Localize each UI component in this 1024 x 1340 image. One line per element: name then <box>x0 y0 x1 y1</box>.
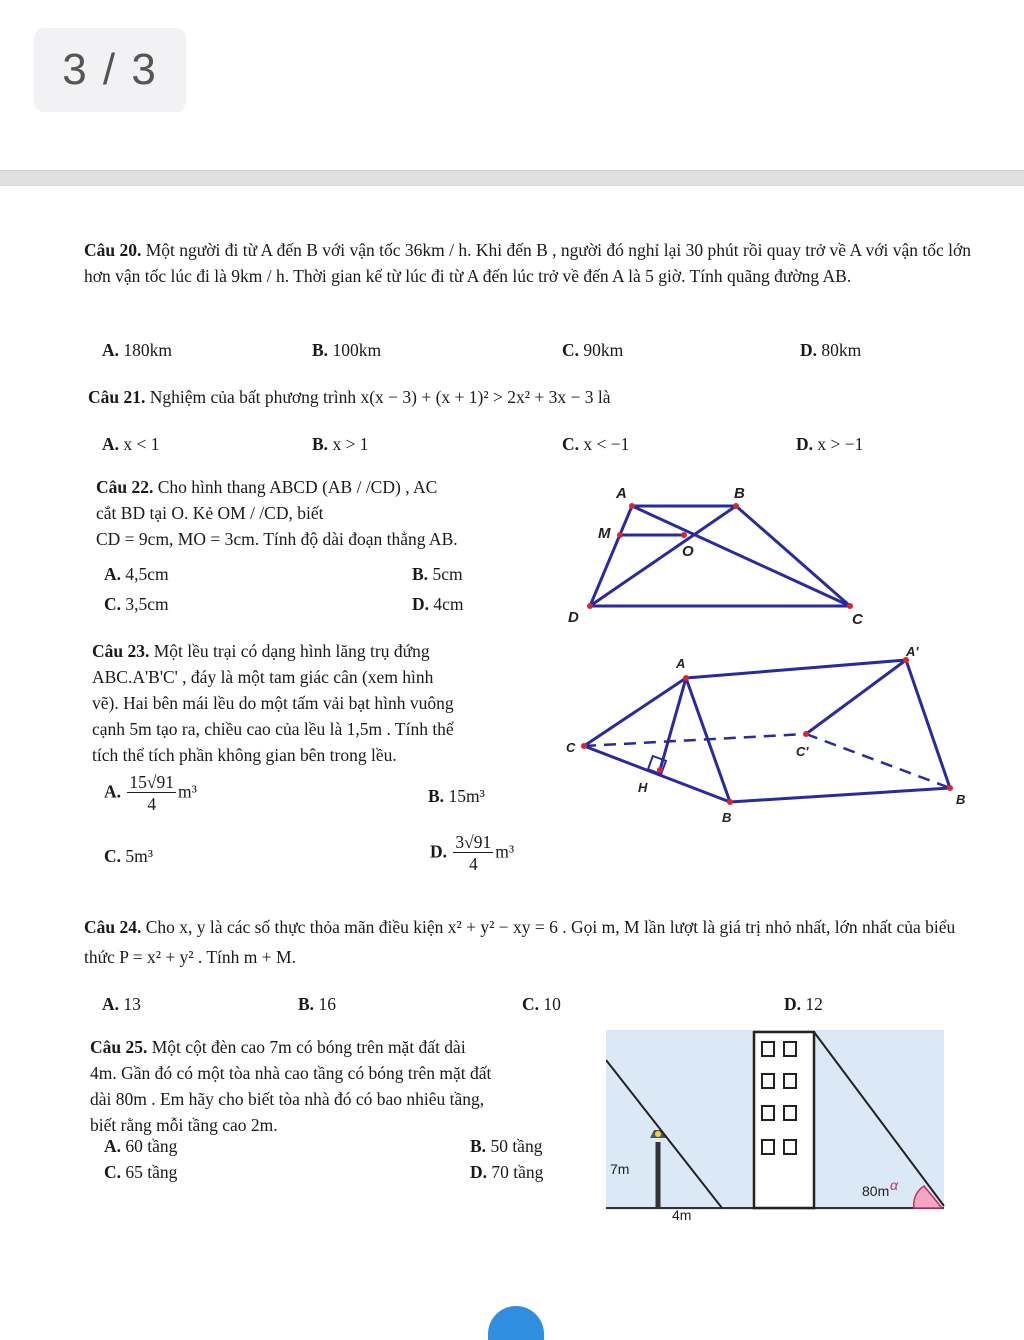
q25-option-b[interactable]: B. 50 tầng <box>470 1136 543 1156</box>
q23-option-b[interactable]: B. 15m³ <box>428 786 485 806</box>
q25-option-d[interactable]: D. 70 tầng <box>470 1162 544 1182</box>
question-24 <box>84 912 972 972</box>
q24-option-d[interactable]: D. 12 <box>784 994 823 1014</box>
question-21-text: Nghiệm của bất phương trình x(x − 3) + (x + 1)² > 2x² + 3x − 3 là <box>149 387 611 407</box>
q20-option-a[interactable]: A. 180km <box>102 340 173 360</box>
question-23-line-2: ABC.A'B'C' , đáy là một tam giác cân (xem hình <box>92 667 434 687</box>
question-20-label: Câu 20. <box>84 240 142 260</box>
question-24-text: Cho x, y là các số thực thỏa mãn điều kiện x² + y² − xy = 6 . Gọi m, M lần lượt là giá trị nhỏ nhất, lớn nhất của biểu thức P = x² + y² . Tính m + M. <box>84 917 956 967</box>
label-O: O <box>682 543 694 560</box>
q24-option-b[interactable]: B. 16 <box>298 994 336 1014</box>
label-A: A <box>616 485 627 502</box>
page-indicator: 3 / 3 <box>34 28 186 112</box>
question-20-text: Một người đi từ A đến B với vận tốc 36km / h. Khi đến B , người đó nghỉ lại 30 phút rồi quay trở về A với vận tốc lớn hơn vận tốc lúc đi là 9km / h. Thời gian kể từ lúc đi từ A đến lúc trở về đến A là 5 giờ. Tính quãng đường AB. <box>84 240 972 286</box>
label-C: C <box>566 740 576 755</box>
question-23: Câu 23. Một lều trại có dạng hình lăng trụ đứng ABC.A'B'C' , đáy là một tam giác cân (xem hình vẽ). Hai bên mái lều do một tấm vải bạt hình vuông cạnh 5m tạo ra, chiều cao của lều là 1,5m . Tính thể tích thể tích phần không gian bên trong lều. <box>92 638 552 768</box>
question-25-line-2: 4m. Gần đó có một tòa nhà cao tầng có bóng trên mặt đất <box>90 1063 492 1083</box>
question-21 <box>88 384 968 410</box>
q24-option-c[interactable]: C. 10 <box>522 994 561 1014</box>
pole-shadow-label: 4m <box>672 1207 692 1220</box>
label-A: A <box>676 656 686 671</box>
question-22-line-2: cắt BD tại O. Kẻ OM / /CD, biết <box>96 503 324 523</box>
q21-option-b[interactable]: B. x > 1 <box>312 434 369 454</box>
label-D: D <box>568 609 579 626</box>
question-25-line-4: biết rằng mỗi tầng cao 2m. <box>90 1115 278 1135</box>
trapezoid-figure <box>560 478 880 628</box>
q22-option-b[interactable]: B. 5cm <box>412 564 463 584</box>
question-22-line-3: CD = 9cm, MO = 3cm. Tính độ dài đoạn thẳng AB. <box>96 529 458 549</box>
question-21-label: Câu 21. <box>88 387 146 407</box>
question-24-label: Câu 24. <box>84 917 142 937</box>
question-22-label: Câu 22. <box>96 477 154 497</box>
question-23-label: Câu 23. <box>92 641 150 661</box>
q23-option-d[interactable]: D. $\frac{3√91}{4}$ m³ <box>430 832 515 874</box>
label-H: H <box>638 780 648 795</box>
label-B: B <box>734 485 745 502</box>
q20-option-c[interactable]: C. 90km <box>562 340 624 360</box>
lamp-building-figure <box>606 1030 946 1220</box>
question-22 <box>96 474 566 552</box>
q25-option-c[interactable]: C. 65 tầng <box>104 1162 178 1182</box>
question-22-line-1: Cho hình thang ABCD (AB / /CD) , AC <box>157 477 438 497</box>
q22-option-a[interactable]: A. 4,5cm <box>104 564 169 584</box>
q21-option-a[interactable]: A. x < 1 <box>102 434 160 454</box>
tent-prism-figure <box>560 640 980 830</box>
pole-height-label: 7m <box>610 1161 630 1177</box>
question-23-line-3: vẽ). Hai bên mái lều do một tấm vải bạt hình vuông <box>92 693 454 713</box>
angle-label: α <box>890 1177 898 1193</box>
q23-option-c[interactable]: C. 5m³ <box>104 846 153 866</box>
viewer-header <box>0 0 1024 170</box>
q21-option-d[interactable]: D. x > −1 <box>796 434 864 454</box>
question-23-line-5: tích thể tích phần không gian bên trong lều. <box>92 745 397 765</box>
q21-option-c[interactable]: C. x < −1 <box>562 434 630 454</box>
building-shadow-label: 80m <box>862 1183 890 1199</box>
q25-option-a[interactable]: A. 60 tầng <box>104 1136 178 1156</box>
label-B-right: B <box>956 792 966 807</box>
label-C-prime: C' <box>796 744 809 759</box>
header-divider <box>0 170 1024 186</box>
label-C: C <box>852 611 863 628</box>
question-20 <box>84 237 972 289</box>
q24-option-a[interactable]: A. 13 <box>102 994 141 1014</box>
scroll-handle[interactable] <box>488 1306 544 1340</box>
q20-option-b[interactable]: B. 100km <box>312 340 382 360</box>
q20-option-d[interactable]: D. 80km <box>800 340 862 360</box>
q22-option-d[interactable]: D. 4cm <box>412 594 464 614</box>
q22-option-c[interactable]: C. 3,5cm <box>104 594 169 614</box>
question-25-label: Câu 25. <box>90 1037 148 1057</box>
question-25: Câu 25. Một cột đèn cao 7m có bóng trên mặt đất dài 4m. Gần đó có một tòa nhà cao tầng có bóng trên mặt đất dài 80m . Em hãy cho biết tòa nhà đó có bao nhiêu tầng, biết rằng mỗi tầng cao 2m. <box>90 1034 590 1138</box>
label-A-prime: A' <box>906 644 919 659</box>
question-25-line-3: dài 80m . Em hãy cho biết tòa nhà đó có bao nhiêu tầng, <box>90 1089 485 1109</box>
label-M: M <box>598 525 611 542</box>
question-23-line-4: cạnh 5m tạo ra, chiều cao của lều là 1,5m . Tính thể <box>92 719 454 739</box>
label-B: B <box>722 810 732 825</box>
q23-option-a[interactable]: A. $\frac{15√91}{4}$ m³ <box>104 772 197 814</box>
